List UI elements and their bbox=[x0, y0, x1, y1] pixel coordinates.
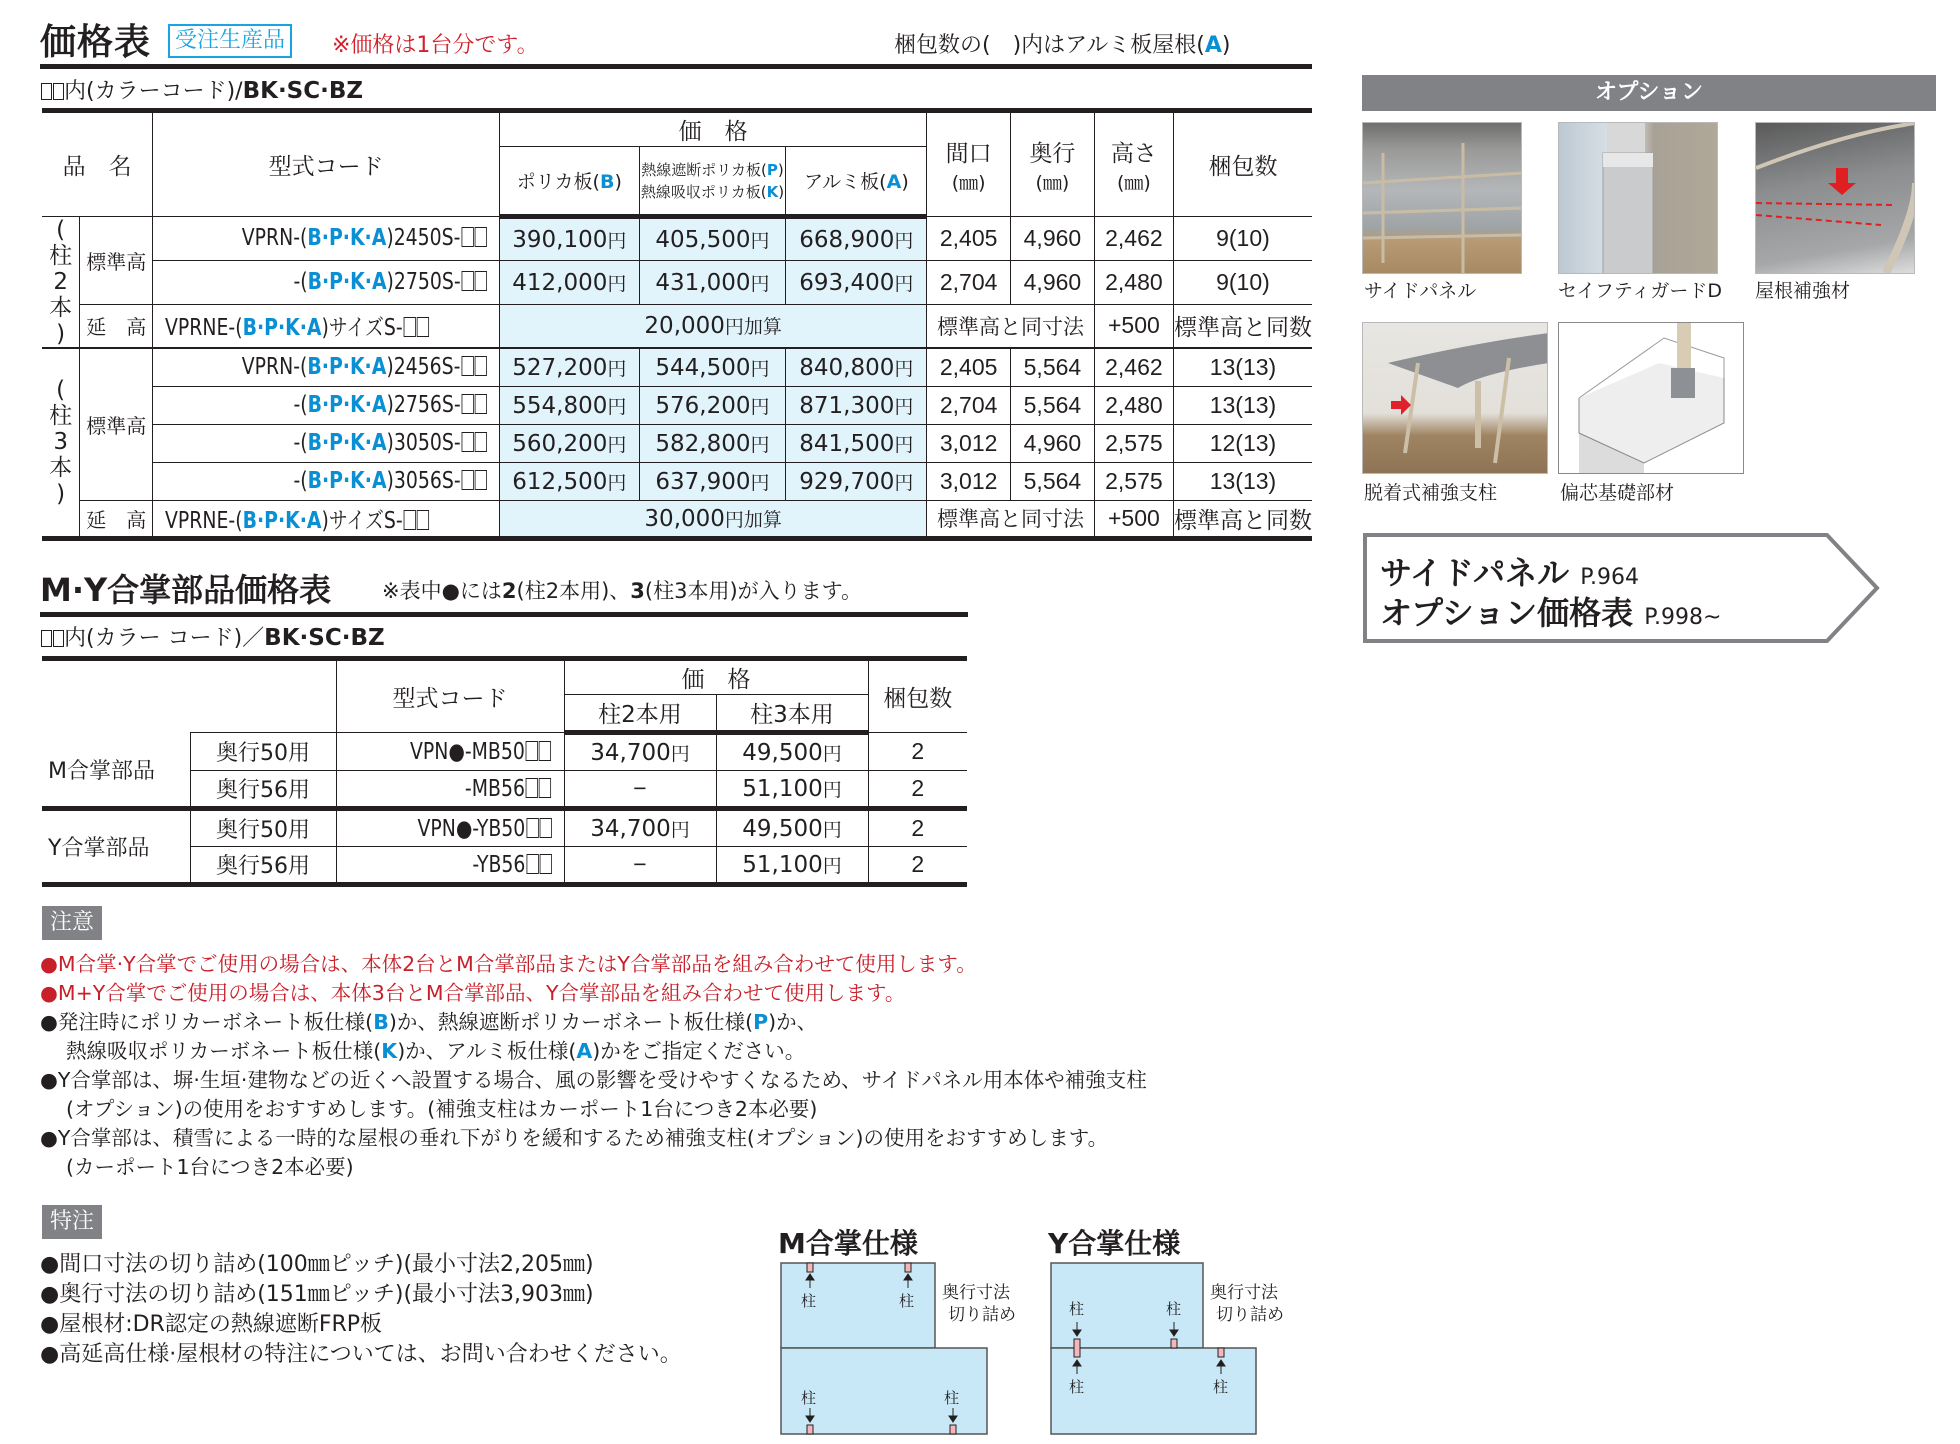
post-label: 柱 bbox=[1069, 1378, 1085, 1396]
header-rule bbox=[40, 64, 1312, 69]
price-pk: 576,200円 bbox=[639, 386, 786, 424]
header-model-code: 型式コード bbox=[153, 111, 500, 217]
model-code: VPRN-(B·P·K·A)2450S- bbox=[153, 217, 500, 261]
row-type: 標準高 bbox=[80, 217, 153, 305]
special-order-item: ●屋根材:DR認定の熱線遮断FRP板 bbox=[40, 1312, 383, 1337]
price-post2: 34,700円 bbox=[564, 733, 716, 771]
row-type: 延 高 bbox=[80, 500, 153, 538]
extended-packages: 標準高と同数 bbox=[1173, 500, 1312, 538]
price-b: 612,500円 bbox=[500, 462, 639, 500]
roof-reinforcement-photo bbox=[1755, 122, 1915, 274]
row-type: 標準高 bbox=[80, 348, 153, 500]
caution-item: ●M+Y合掌でご使用の場合は、本体3台とM合掌部品、Y合掌部品を組み合わせて使用します。 bbox=[40, 981, 906, 1005]
model-code: VPRNE-(B·P·K·A)サイズS- bbox=[153, 304, 500, 348]
depth-value: 4,960 bbox=[1011, 424, 1095, 462]
eccentric-foundation-photo bbox=[1558, 322, 1744, 474]
width-value: 2,405 bbox=[927, 217, 1011, 261]
price-pk: 637,900円 bbox=[639, 462, 786, 500]
table-row bbox=[42, 462, 1312, 500]
packages-value: 2 bbox=[868, 847, 967, 885]
extended-dims: 標準高と同寸法 bbox=[927, 304, 1095, 348]
post-label: 柱 bbox=[801, 1389, 817, 1407]
my-parts-price-table bbox=[42, 656, 967, 887]
price-post2: − bbox=[564, 771, 716, 809]
packages-value: 2 bbox=[868, 809, 967, 847]
header-depth: 奥行 (㎜) bbox=[1011, 111, 1095, 217]
y-spec-title: Y合掌仕様 bbox=[1048, 1227, 1181, 1260]
row-type: 延 高 bbox=[80, 304, 153, 348]
extended-dims: 標準高と同寸法 bbox=[927, 500, 1095, 538]
m-spec-title: M合掌仕様 bbox=[778, 1227, 918, 1260]
color-box-icon bbox=[53, 83, 64, 100]
height-value: 2,480 bbox=[1094, 260, 1173, 304]
link-option-price-page: P.998~ bbox=[1644, 605, 1722, 630]
made-to-order-badge: 受注生産品 bbox=[168, 24, 292, 58]
group-label-3-posts: ( 柱 3 本 ) bbox=[42, 348, 80, 538]
side-panel-photo bbox=[1362, 122, 1522, 274]
post-label: 柱 bbox=[1166, 1300, 1182, 1318]
price-post3: 49,500円 bbox=[716, 809, 868, 847]
packages-value: 9(10) bbox=[1173, 260, 1312, 304]
table-row bbox=[42, 424, 1312, 462]
color-box-icon bbox=[53, 630, 64, 647]
caution-item: ●発注時にポリカーボネート板仕様(B)か、熱線遮断ポリカーボネート板仕様(P)か、 bbox=[40, 1010, 818, 1034]
depth-value: 4,960 bbox=[1011, 260, 1095, 304]
header-price: 価 格 bbox=[500, 111, 927, 147]
link-side-panel-page: P.964 bbox=[1580, 565, 1640, 590]
post-label: 柱 bbox=[1213, 1378, 1229, 1396]
caution-tag: 注意 bbox=[42, 906, 102, 940]
table-row bbox=[42, 260, 1312, 304]
depth-type: 奥行56用 bbox=[190, 847, 336, 885]
width-value: 2,704 bbox=[927, 260, 1011, 304]
table-row bbox=[42, 733, 967, 771]
price-post2: − bbox=[564, 847, 716, 885]
header-model-code: 型式コード bbox=[336, 659, 564, 733]
post-label: 柱 bbox=[899, 1292, 915, 1310]
depth-cut-label: 奥行寸法 切り詰め bbox=[942, 1283, 1016, 1325]
price-post3: 49,500円 bbox=[716, 733, 868, 771]
special-order-tag: 特注 bbox=[42, 1205, 102, 1239]
special-order-item: ●高延高仕様·屋根材の特注については、お問い合わせください。 bbox=[40, 1342, 682, 1367]
model-code: VPRNE-(B·P·K·A)サイズS- bbox=[153, 500, 500, 538]
group-label-2-posts: ( 柱 2 本 ) bbox=[42, 217, 80, 349]
depth-value: 4,960 bbox=[1011, 217, 1095, 261]
packages-value: 2 bbox=[868, 733, 967, 771]
header-blank bbox=[42, 659, 336, 733]
width-value: 3,012 bbox=[927, 424, 1011, 462]
height-value: 2,575 bbox=[1094, 462, 1173, 500]
color-code-prefix: 内(カラーコード)/ bbox=[64, 79, 243, 104]
header-packages: 梱包数 bbox=[1173, 111, 1312, 217]
model-code: -YB56 bbox=[336, 847, 564, 885]
option-label: 脱着式補強支柱 bbox=[1364, 482, 1498, 504]
height-value: 2,480 bbox=[1094, 386, 1173, 424]
caution-item-cont: 熱線吸収ポリカーボネート板仕様(K)か、アルミ板仕様(A)かをご指定ください。 bbox=[66, 1039, 806, 1063]
model-code: -MB56 bbox=[336, 771, 564, 809]
caution-item: ●M合掌·Y合掌でご使用の場合は、本体2台とM合掌部品またはY合掌部品を組み合わせて使用します。 bbox=[40, 952, 977, 976]
price-post3: 51,100円 bbox=[716, 847, 868, 885]
link-option-price-list[interactable]: オプション価格表 bbox=[1380, 594, 1634, 632]
pack-note-prefix: 梱包数の( )内はアルミ板屋根( bbox=[894, 33, 1205, 58]
price-pk: 431,000円 bbox=[639, 260, 786, 304]
width-value: 2,405 bbox=[927, 348, 1011, 386]
header-heat-pk: 熱線遮断ポリカ板(P) 熱線吸収ポリカ板(K) bbox=[639, 147, 786, 217]
table-row bbox=[42, 809, 967, 847]
group-name: Y合掌部品 bbox=[42, 809, 190, 885]
page-title: 価格表 bbox=[40, 22, 152, 63]
model-code: -(B·P·K·A)2750S- bbox=[153, 260, 500, 304]
packages-value: 9(10) bbox=[1173, 217, 1312, 261]
price-a: 840,800円 bbox=[786, 348, 927, 386]
model-code: VPN●-YB50 bbox=[336, 809, 564, 847]
options-header: オプション bbox=[1362, 75, 1936, 111]
header-alum-a: アルミ板(A) bbox=[786, 147, 927, 217]
main-price-table bbox=[42, 108, 1312, 541]
depth-type: 奥行50用 bbox=[190, 733, 336, 771]
table-row-extended bbox=[42, 500, 1312, 538]
extended-height: +500 bbox=[1094, 304, 1173, 348]
price-b: 412,000円 bbox=[500, 260, 639, 304]
packages-value: 13(13) bbox=[1173, 348, 1312, 386]
price-post2: 34,700円 bbox=[564, 809, 716, 847]
price-b: 390,100円 bbox=[500, 217, 639, 261]
price-a: 929,700円 bbox=[786, 462, 927, 500]
price-a: 841,500円 bbox=[786, 424, 927, 462]
color-box-icon bbox=[41, 83, 52, 100]
packages-value: 12(13) bbox=[1173, 424, 1312, 462]
extended-price-add: 20,000円加算 bbox=[500, 304, 927, 348]
my-table-title: M·Y合掌部品価格表 bbox=[40, 571, 332, 609]
packages-value: 13(13) bbox=[1173, 386, 1312, 424]
my-header-rule bbox=[40, 612, 968, 617]
special-order-item: ●間口寸法の切り詰め(100㎜ピッチ)(最小寸法2,205㎜) bbox=[40, 1252, 594, 1277]
model-code: VPRN-(B·P·K·A)2456S- bbox=[153, 348, 500, 386]
model-code: -(B·P·K·A)3056S- bbox=[153, 462, 500, 500]
price-note: ※価格は1台分です。 bbox=[332, 33, 539, 58]
header-post2: 柱2本用 bbox=[564, 695, 716, 733]
model-code: -(B·P·K·A)3050S- bbox=[153, 424, 500, 462]
depth-type: 奥行56用 bbox=[190, 771, 336, 809]
table-row-extended bbox=[42, 304, 1312, 348]
price-a: 871,300円 bbox=[786, 386, 927, 424]
depth-value: 5,564 bbox=[1011, 348, 1095, 386]
price-a: 668,900円 bbox=[786, 217, 927, 261]
caution-item: ●Y合掌部は、積雪による一時的な屋根の垂れ下がりを緩和するため補強支柱(オプション)の使用をおすすめします。 bbox=[40, 1126, 1109, 1150]
header-post3: 柱3本用 bbox=[716, 695, 868, 733]
price-pk: 582,800円 bbox=[639, 424, 786, 462]
group-name: M合掌部品 bbox=[42, 733, 190, 809]
y-spec-diagram bbox=[1050, 1262, 1290, 1441]
header-poly-b: ポリカ板(B) bbox=[500, 147, 639, 217]
package-count-note bbox=[894, 28, 1231, 59]
extended-height: +500 bbox=[1094, 500, 1173, 538]
color-box-icon bbox=[41, 630, 52, 647]
header-height: 高さ (㎜) bbox=[1094, 111, 1173, 217]
caution-item-cont: (オプション)の使用をおすすめします。(補強支柱はカーポート1台につき2本必要) bbox=[66, 1097, 818, 1121]
m-spec-diagram bbox=[780, 1262, 1020, 1441]
depth-type: 奥行50用 bbox=[190, 809, 336, 847]
my-table-note: ※表中●には2(柱2本用)、3(柱3本用)が入ります。 bbox=[382, 579, 862, 603]
price-pk: 405,500円 bbox=[639, 217, 786, 261]
option-label: セイフティガードD bbox=[1558, 280, 1722, 302]
depth-value: 5,564 bbox=[1011, 462, 1095, 500]
model-code: VPN●-MB50 bbox=[336, 733, 564, 771]
header-width: 間口 (㎜) bbox=[927, 111, 1011, 217]
packages-value: 13(13) bbox=[1173, 462, 1312, 500]
table-row bbox=[42, 348, 1312, 386]
color-codes: BK·SC·BZ bbox=[242, 78, 364, 104]
pack-note-code: A bbox=[1204, 33, 1222, 58]
special-order-list bbox=[40, 1250, 682, 1370]
price-b: 554,800円 bbox=[500, 386, 639, 424]
width-value: 2,704 bbox=[927, 386, 1011, 424]
height-value: 2,462 bbox=[1094, 348, 1173, 386]
width-value: 3,012 bbox=[927, 462, 1011, 500]
color-code-line bbox=[40, 74, 363, 105]
pack-note-suffix: ) bbox=[1221, 33, 1231, 58]
option-label: 屋根補強材 bbox=[1755, 280, 1851, 302]
my-color-code-line: 内(カラー コード)／BK·SC·BZ bbox=[40, 621, 385, 652]
post-label: 柱 bbox=[944, 1389, 960, 1407]
link-side-panel[interactable]: サイドパネル bbox=[1380, 554, 1570, 592]
height-value: 2,575 bbox=[1094, 424, 1173, 462]
caution-notes bbox=[40, 950, 1330, 1182]
post-label: 柱 bbox=[1069, 1300, 1085, 1318]
price-post3: 51,100円 bbox=[716, 771, 868, 809]
special-order-item: ●奥行寸法の切り詰め(151㎜ピッチ)(最小寸法3,903㎜) bbox=[40, 1282, 594, 1307]
header-packages: 梱包数 bbox=[868, 659, 967, 733]
safety-guard-photo bbox=[1558, 122, 1718, 274]
price-pk: 544,500円 bbox=[639, 348, 786, 386]
price-b: 560,200円 bbox=[500, 424, 639, 462]
post-label: 柱 bbox=[801, 1292, 817, 1310]
model-code: -(B·P·K·A)2756S- bbox=[153, 386, 500, 424]
option-label: 偏芯基礎部材 bbox=[1560, 482, 1675, 504]
extended-price-add: 30,000円加算 bbox=[500, 500, 927, 538]
packages-value: 2 bbox=[868, 771, 967, 809]
extended-packages: 標準高と同数 bbox=[1173, 304, 1312, 348]
header-price: 価 格 bbox=[564, 659, 868, 695]
table-row bbox=[42, 217, 1312, 261]
price-b: 527,200円 bbox=[500, 348, 639, 386]
option-label: サイドパネル bbox=[1364, 280, 1477, 302]
table-row bbox=[42, 386, 1312, 424]
header-product-name: 品 名 bbox=[42, 111, 153, 217]
caution-item: ●Y合掌部は、塀·生垣·建物などの近くへ設置する場合、風の影響を受けやすくなるため、サイドパネル用本体や補強支柱 bbox=[40, 1068, 1147, 1092]
price-a: 693,400円 bbox=[786, 260, 927, 304]
caution-item-cont: (カーポート1台につき2本必要) bbox=[66, 1155, 354, 1179]
height-value: 2,462 bbox=[1094, 217, 1173, 261]
option-page-link[interactable] bbox=[1362, 532, 1882, 644]
depth-cut-label: 奥行寸法 切り詰め bbox=[1210, 1283, 1284, 1325]
detachable-support-post-photo bbox=[1362, 322, 1548, 474]
depth-value: 5,564 bbox=[1011, 386, 1095, 424]
